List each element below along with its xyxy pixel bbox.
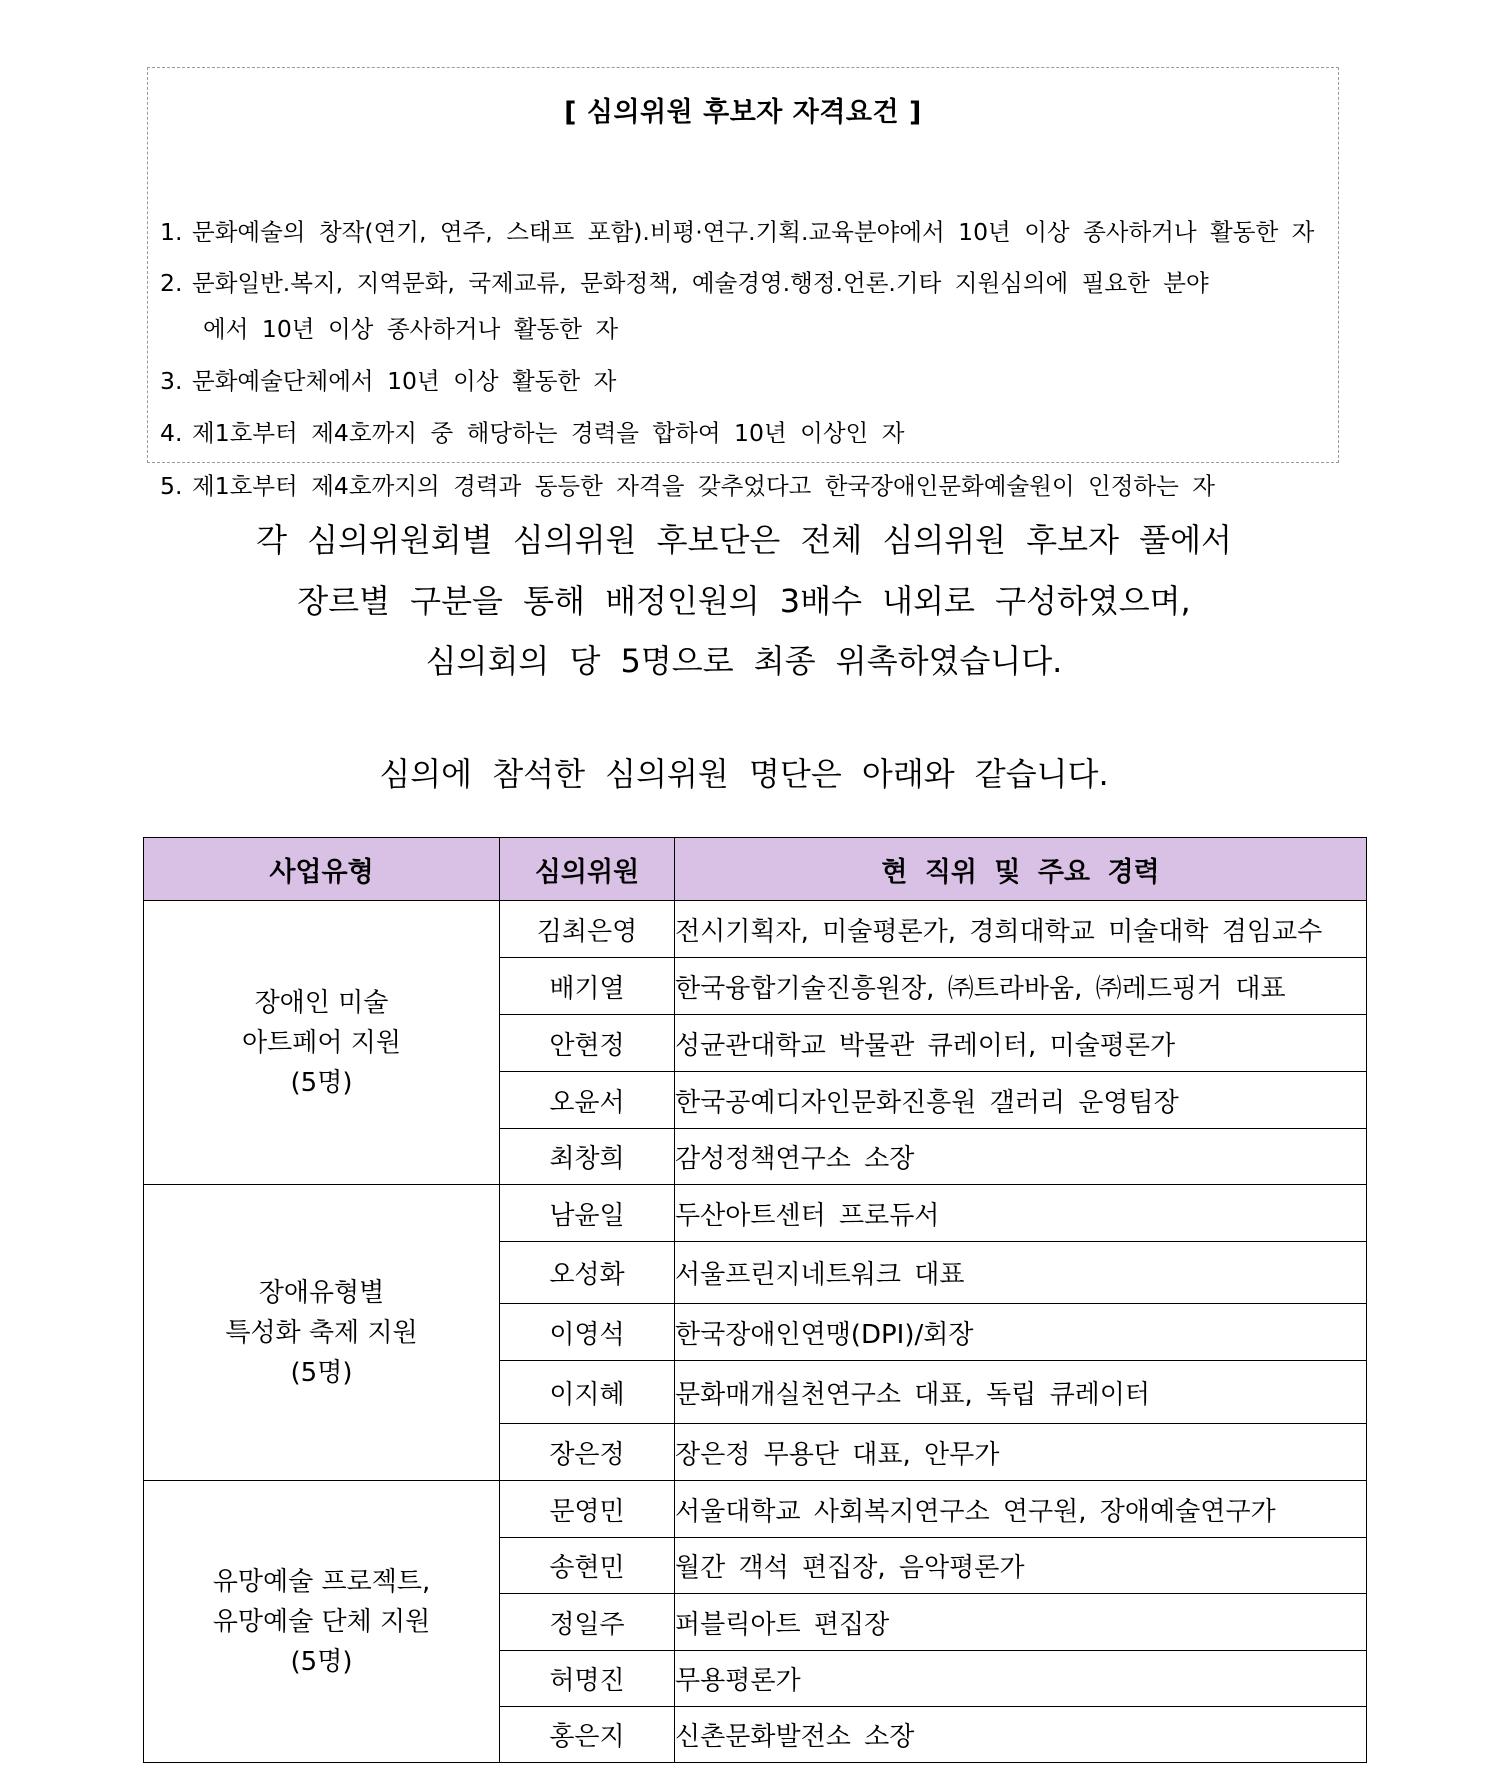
member-career: 한국융합기술진흥원장, ㈜트라바움, ㈜레드핑거 대표: [675, 958, 1367, 1015]
member-name: 최창희: [500, 1129, 675, 1185]
item-text-continued: 에서 10년 이상 종사하거나 활동한 자: [203, 315, 619, 343]
category-cell: [144, 1481, 500, 1763]
member-name: 허명진: [500, 1651, 675, 1707]
member-name: 이영석: [500, 1304, 675, 1361]
member-career: 한국장애인연맹(DPI)/회장: [675, 1304, 1367, 1361]
item-number: 5.: [160, 472, 183, 500]
table-row: [144, 1185, 1367, 1242]
category-line: 유망예술 프로젝트,: [212, 1566, 431, 1597]
item-text: 문화예술단체에서 10년 이상 활동한 자: [192, 367, 617, 395]
category-line: 특성화 축제 지원: [225, 1317, 418, 1348]
member-career: 두산아트센터 프로듀서: [675, 1185, 1367, 1242]
intro-line: 장르별 구분을 통해 배정인원의 3배수 내외로 구성하였으며,: [297, 582, 1191, 620]
table-row: [144, 901, 1367, 958]
item-number: 3.: [160, 367, 183, 395]
table-row: [144, 1481, 1367, 1538]
item-number: 4.: [160, 419, 183, 447]
member-career: 성균관대학교 박물관 큐레이터, 미술평론가: [675, 1015, 1367, 1072]
member-name: 이지혜: [500, 1361, 675, 1424]
qualification-item: [160, 410, 904, 456]
member-name: 오윤서: [500, 1072, 675, 1129]
category-line: 장애유형별: [258, 1277, 385, 1308]
item-number: 2.: [160, 269, 183, 297]
member-career: 서울프린지네트워크 대표: [675, 1242, 1367, 1304]
member-name: 송현민: [500, 1538, 675, 1594]
member-name: 안현정: [500, 1015, 675, 1072]
committee-members-table: [143, 837, 1367, 1763]
category-line: 유망예술 단체 지원: [212, 1606, 431, 1637]
item-number: 1.: [160, 218, 183, 246]
category-count: (5명): [290, 1357, 353, 1388]
member-name: 문영민: [500, 1481, 675, 1538]
member-career: 무용평론가: [675, 1651, 1367, 1707]
qualification-item: [160, 209, 1314, 255]
item-text: 문화일반.복지, 지역문화, 국제교류, 문화정책, 예술경영.행정.언론.기타 지원심의에 필요한 분야: [192, 269, 1209, 297]
category-cell: [144, 1185, 500, 1481]
member-career: 신촌문화발전소 소장: [675, 1707, 1367, 1763]
member-career: 퍼블릭아트 편집장: [675, 1594, 1367, 1651]
member-name: 배기열: [500, 958, 675, 1015]
qualification-item: [160, 260, 1209, 343]
header-business-type: 사업유형: [144, 838, 500, 901]
member-name: 남윤일: [500, 1185, 675, 1242]
qualification-item: [160, 358, 616, 404]
member-career: 장은정 무용단 대표, 안무가: [675, 1424, 1367, 1481]
member-name: 정일주: [500, 1594, 675, 1651]
member-career: 전시기획자, 미술평론가, 경희대학교 미술대학 겸임교수: [675, 901, 1367, 958]
category-count: (5명): [290, 1067, 353, 1098]
intro-line: 심의회의 당 5명으로 최종 위촉하였습니다.: [425, 642, 1063, 680]
intro-line: 심의에 참석한 심의위원 명단은 아래와 같습니다.: [379, 755, 1109, 793]
qualification-title: [ 심의위원 후보자 자격요건 ]: [564, 97, 922, 128]
qualification-box: [147, 67, 1339, 500]
member-career: 월간 객석 편집장, 음악평론가: [675, 1538, 1367, 1594]
category-cell: [144, 901, 500, 1185]
member-name: 장은정: [500, 1424, 675, 1481]
qualification-item: [160, 463, 1215, 509]
member-career: 문화매개실천연구소 대표, 독립 큐레이터: [675, 1361, 1367, 1424]
intro-line: 각 심의위원회별 심의위원 후보단은 전체 심의위원 후보자 풀에서: [256, 521, 1232, 559]
item-text: 제1호부터 제4호까지 중 해당하는 경력을 합하여 10년 이상인 자: [192, 419, 905, 447]
category-count: (5명): [290, 1646, 353, 1677]
member-career: 감성정책연구소 소장: [675, 1129, 1367, 1185]
category-line: 아트페어 지원: [242, 1027, 401, 1058]
item-text: 문화예술의 창작(연기, 연주, 스태프 포함).비평·연구.기획.교육분야에서 10년 이상 종사하거나 활동한 자: [192, 218, 1315, 246]
member-career: 한국공예디자인문화진흥원 갤러리 운영팀장: [675, 1072, 1367, 1129]
item-text: 제1호부터 제4호까지의 경력과 동등한 자격을 갖추었다고 한국장애인문화예술원이 인정하는 자: [192, 472, 1216, 500]
member-name: 오성화: [500, 1242, 675, 1304]
header-position-career: 현 직위 및 주요 경력: [675, 838, 1367, 901]
member-career: 서울대학교 사회복지연구소 연구원, 장애예술연구가: [675, 1481, 1367, 1538]
category-line: 장애인 미술: [254, 987, 389, 1018]
header-committee-member: 심의위원: [500, 838, 675, 901]
table-header-row: [144, 838, 1367, 901]
member-name: 홍은지: [500, 1707, 675, 1763]
member-name: 김최은영: [500, 901, 675, 958]
